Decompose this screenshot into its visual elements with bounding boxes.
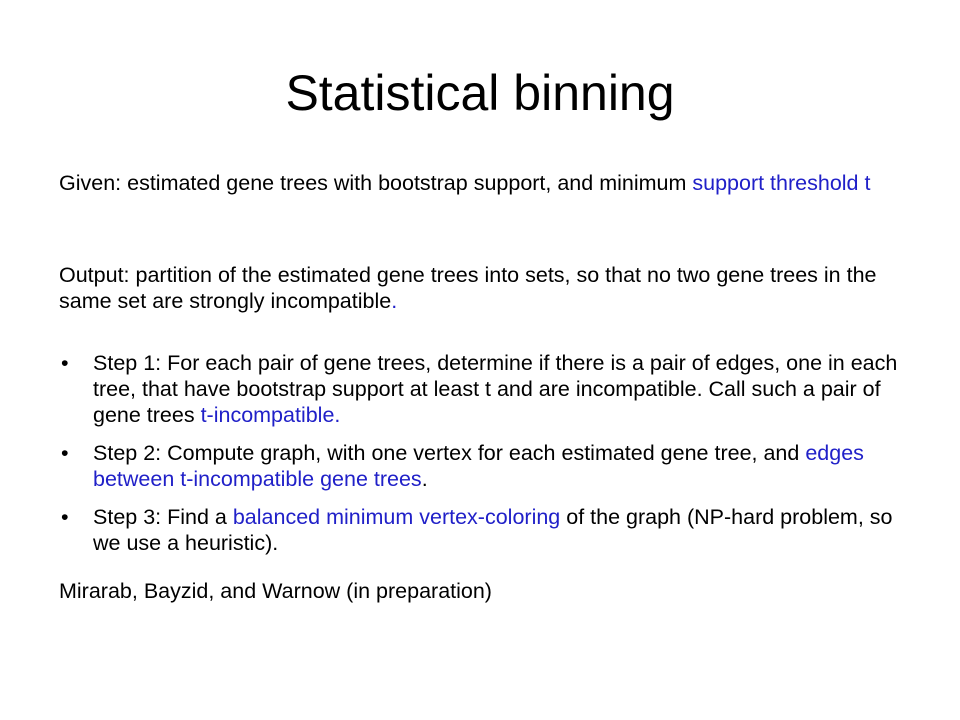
bullet-icon: • [61,505,69,529]
step-text: Step 2: Compute graph, with one vertex for each estimated gene tree, and [93,441,806,465]
given-text: Given: estimated gene trees with bootstrap support, and minimum [59,171,693,195]
step-highlight: t-incompatible. [200,403,341,427]
step-highlight: balanced minimum vertex-coloring [232,505,561,529]
bullet-icon: • [61,351,69,375]
step-suffix: . [421,467,428,491]
output-highlight: . [391,289,398,313]
slide-title: Statistical binning [285,65,675,121]
step-text: Step 1: For each pair of gene trees, determine if there is a pair of edges, one in each tree, that have bootstrap support at least t and are incompatible. Call such a pair of gene trees [93,351,898,427]
step-highlight: edges between t-incompatible gene trees [93,441,864,491]
output-text: Output: partition of the estimated gene trees into sets, so that no two gene trees in the same set are strongly incompatible [59,263,877,313]
citation: Mirarab, Bayzid, and Warnow (in preparation) [59,579,492,603]
given-paragraph [59,170,909,196]
output-paragraph [59,262,909,314]
step-suffix: of the graph (NP-hard problem, so we use a heuristic). [93,505,893,555]
given-highlight: support threshold t [692,171,871,195]
list-item [59,440,909,492]
step-text: Step 3: Find a [93,505,233,529]
list-item [59,504,909,556]
bullet-icon: • [61,441,69,465]
steps-list [59,350,909,568]
list-item [59,350,909,428]
